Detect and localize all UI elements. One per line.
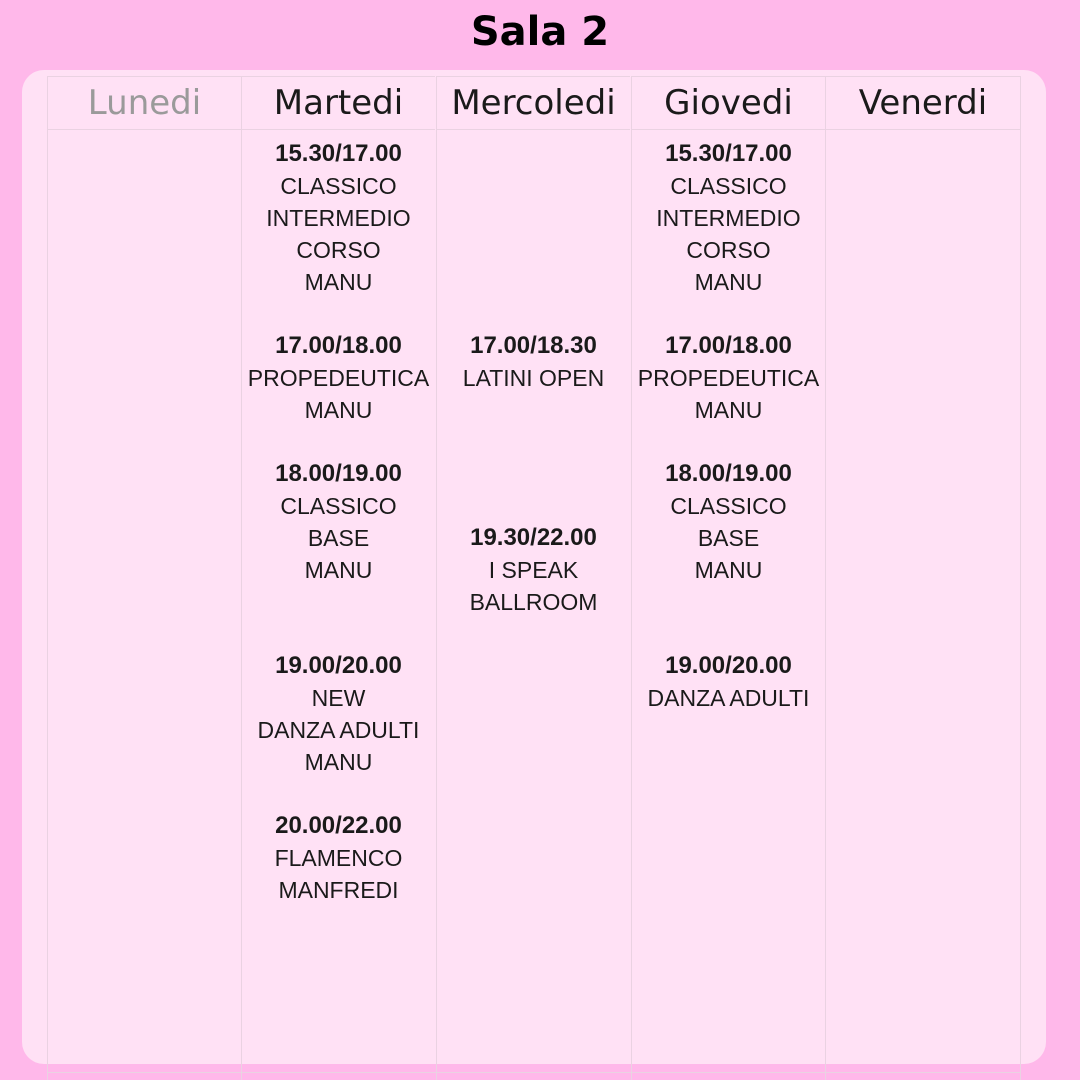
session-detail: CLASSICO xyxy=(670,173,787,199)
session-detail: BASE xyxy=(307,525,370,551)
day-header-martedi: Martedi xyxy=(242,76,435,130)
session-detail: DANZA ADULTI xyxy=(647,685,810,711)
schedule-grid xyxy=(47,76,1021,1080)
session-time: 17.00/18.00 xyxy=(275,332,402,359)
session-detail: CORSO xyxy=(686,237,771,263)
session-detail: CORSO xyxy=(296,237,381,263)
day-column-martedi xyxy=(241,76,435,1080)
day-column-mercoledi xyxy=(436,76,630,1080)
session-detail: MANU xyxy=(694,269,763,295)
session-detail: MANU xyxy=(304,749,373,775)
session-detail: BASE xyxy=(697,525,760,551)
session-giovedi-4 xyxy=(632,650,825,714)
session-time: 20.00/22.00 xyxy=(275,812,402,839)
session-detail: FLAMENCO xyxy=(274,845,403,871)
session-time: 19.30/22.00 xyxy=(470,524,597,551)
session-time: 19.00/20.00 xyxy=(275,652,402,679)
session-time: 18.00/19.00 xyxy=(275,460,402,487)
session-martedi-2 xyxy=(242,330,435,426)
session-time: 18.00/19.00 xyxy=(665,460,792,487)
session-detail: MANU xyxy=(694,557,763,583)
session-detail: MANU xyxy=(304,557,373,583)
session-detail: MANU xyxy=(304,397,373,423)
session-time: 15.30/17.00 xyxy=(275,140,402,167)
session-detail: MANU xyxy=(304,269,373,295)
session-martedi-5 xyxy=(242,810,435,906)
session-detail: PROPEDEUTICA xyxy=(247,365,430,391)
session-martedi-3 xyxy=(242,458,435,586)
session-giovedi-1 xyxy=(632,138,825,298)
day-column-lunedi xyxy=(47,76,241,1080)
session-giovedi-3 xyxy=(632,458,825,586)
session-detail: BALLROOM xyxy=(469,589,598,615)
session-detail: I SPEAK xyxy=(488,557,579,583)
session-mercoledi-2 xyxy=(437,522,630,618)
session-detail: INTERMEDIO xyxy=(266,205,411,231)
session-detail: PROPEDEUTICA xyxy=(637,365,820,391)
session-martedi-4 xyxy=(242,650,435,778)
session-time: 17.00/18.30 xyxy=(470,332,597,359)
session-detail: NEW xyxy=(311,685,366,711)
session-martedi-1 xyxy=(242,138,435,298)
day-column-giovedi xyxy=(631,76,825,1080)
session-detail: LATINI OPEN xyxy=(462,365,605,391)
session-detail: CLASSICO xyxy=(280,173,397,199)
session-detail: DANZA ADULTI xyxy=(257,717,420,743)
session-detail: CLASSICO xyxy=(280,493,397,519)
day-header-giovedi: Giovedi xyxy=(632,76,825,130)
session-detail: MANU xyxy=(694,397,763,423)
session-time: 17.00/18.00 xyxy=(665,332,792,359)
day-header-lunedi: Lunedi xyxy=(48,76,241,130)
day-column-venerdi xyxy=(825,76,1021,1080)
grid-bottom-rule xyxy=(47,1072,1021,1073)
page-title: Sala 2 xyxy=(470,9,610,55)
session-mercoledi-1 xyxy=(437,330,630,394)
day-header-mercoledi: Mercoledi xyxy=(437,76,630,130)
session-detail: CLASSICO xyxy=(670,493,787,519)
session-detail: MANFREDI xyxy=(278,877,399,903)
session-time: 19.00/20.00 xyxy=(665,652,792,679)
session-giovedi-2 xyxy=(632,330,825,426)
session-detail: INTERMEDIO xyxy=(656,205,801,231)
day-header-venerdi: Venerdi xyxy=(826,76,1020,130)
session-time: 15.30/17.00 xyxy=(665,140,792,167)
